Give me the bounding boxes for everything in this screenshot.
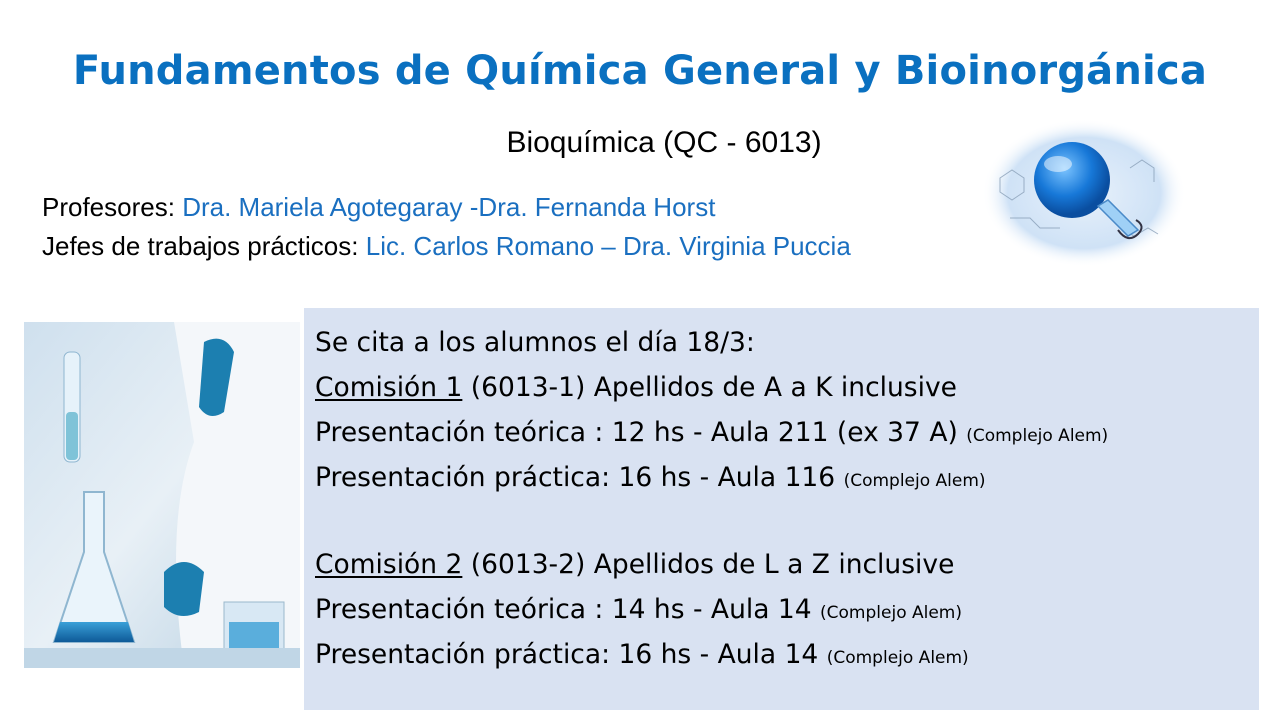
comision-2-practica-place: (Complejo Alem) [826, 648, 969, 668]
jtp-names: Lic. Carlos Romano – Dra. Virginia Puccia [365, 231, 851, 261]
comision-2-practica [315, 632, 1259, 677]
notice-box [304, 308, 1259, 710]
comision-1-practica-text: Presentación práctica: 16 hs - Aula 116 [315, 462, 844, 493]
comision-1-practica-place: (Complejo Alem) [843, 471, 986, 491]
profesores-names: Dra. Mariela Agotegaray -Dra. Fernanda Horst [182, 192, 716, 222]
comision-1-teorica-place: (Complejo Alem) [966, 426, 1109, 446]
comision-2-practica-text: Presentación práctica: 16 hs - Aula 14 [315, 639, 827, 670]
comision-1-detail: (6013-1) Apellidos de A a K inclusive [462, 372, 957, 403]
comision-2-teorica-text: Presentación teórica : 14 hs - Aula 14 [315, 594, 821, 625]
chemistry-flask-illustration [980, 118, 1188, 268]
profesores-line [42, 192, 715, 223]
spacer [315, 500, 1259, 542]
jtp-line [42, 231, 851, 262]
comision-1-heading [315, 365, 1259, 410]
comision-1-practica [315, 455, 1259, 500]
comision-1-label: Comisión 1 [315, 372, 463, 403]
slide-title: Fundamentos de Química General y Bioinorgánica [72, 48, 1208, 94]
comision-2-teorica [315, 587, 1259, 632]
comision-2-detail: (6013-2) Apellidos de L a Z inclusive [462, 549, 955, 580]
notice-intro: Se cita a los alumnos el día 18/3: [315, 327, 755, 358]
comision-2-teorica-place: (Complejo Alem) [820, 603, 962, 623]
comision-1-teorica-text: Presentación teórica : 12 hs - Aula 211 (ex 37 A) [315, 417, 967, 448]
comision-2-label: Comisión 2 [315, 549, 463, 580]
comision-2-heading [315, 542, 1259, 587]
jtp-label: Jefes de trabajos prácticos: [42, 231, 359, 261]
profesores-label: Profesores: [42, 192, 175, 222]
comision-1-teorica [315, 410, 1259, 455]
course-subtitle: Bioquímica (QC - 6013) [506, 126, 822, 159]
laboratory-scientist-photo [24, 322, 300, 668]
